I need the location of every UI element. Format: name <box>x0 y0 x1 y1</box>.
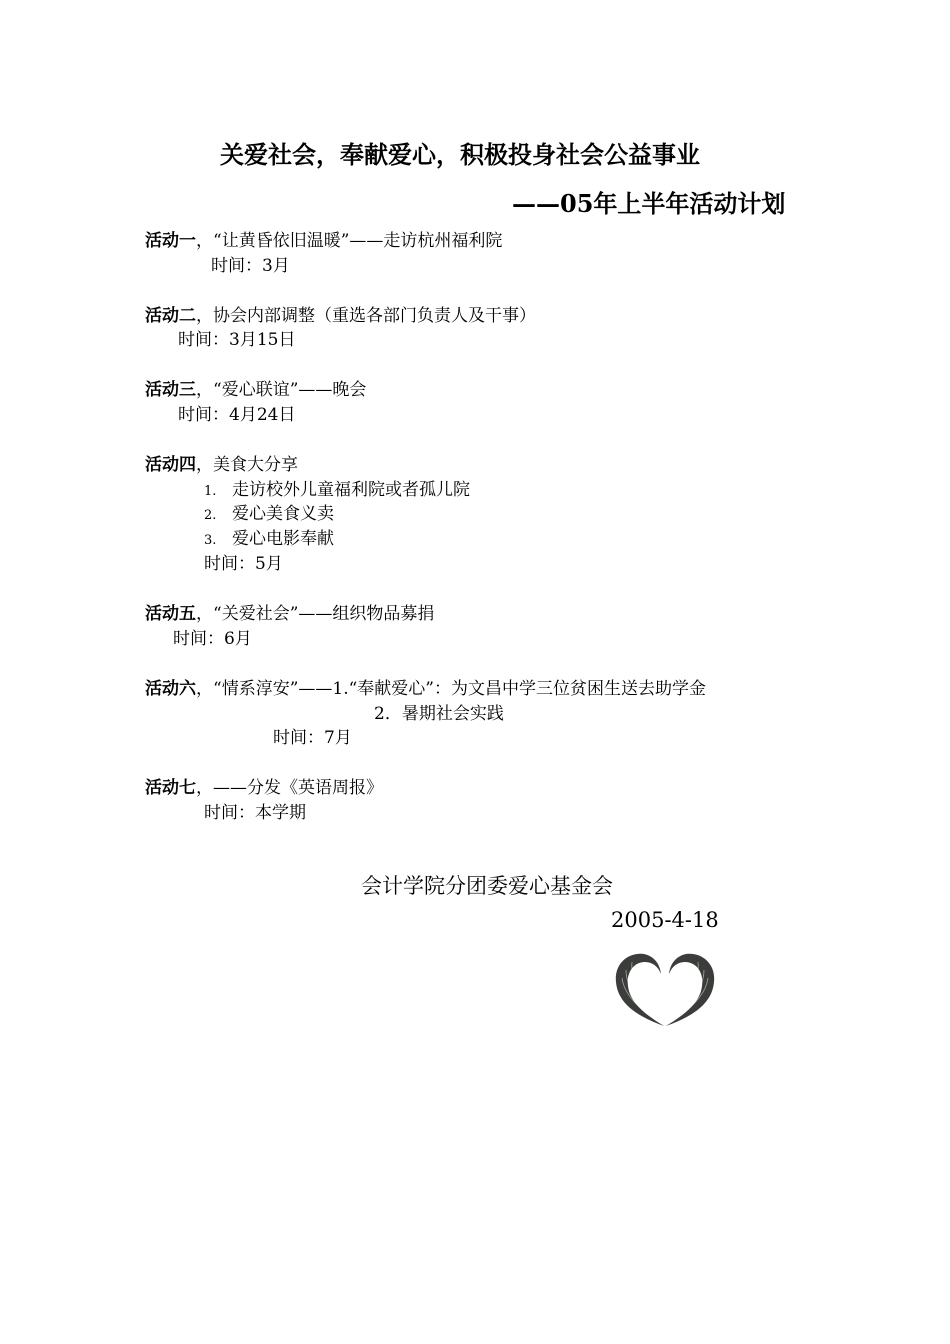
activity-5-time: 时间：6月 <box>173 629 252 649</box>
activity-1 <box>145 226 502 251</box>
activity-description: 协会内部调整（重选各部门负责人及干事） <box>213 306 536 326</box>
activity-6-item-2: 2．暑期社会实践 <box>374 704 504 724</box>
activity-description: “让黄昏依旧温暖”——走访杭州福利院 <box>213 231 503 251</box>
activity-5 <box>145 599 434 624</box>
activity-separator: ， <box>196 604 213 624</box>
activity-label: 活动七 <box>145 778 196 798</box>
activity-separator: ， <box>196 455 213 475</box>
activity-7-time: 时间：本学期 <box>204 803 306 823</box>
signature-organization: 会计学院分团委爱心基金会 <box>361 874 613 898</box>
activity-description: 美食大分享 <box>213 455 298 475</box>
activity-3 <box>145 375 366 400</box>
activity-7 <box>145 773 383 798</box>
activity-2 <box>145 301 536 326</box>
activity-label: 活动六 <box>145 679 196 699</box>
list-item <box>204 475 470 500</box>
activity-2-time: 时间：3月15日 <box>178 330 296 350</box>
activity-separator: ， <box>196 306 213 326</box>
activity-1-time: 时间：3月 <box>211 256 290 276</box>
activity-description: “关爱社会”——组织物品募捐 <box>213 604 435 624</box>
activity-description: ——分发《英语周报》 <box>213 778 383 798</box>
list-item <box>204 499 334 524</box>
list-item-number: 2. <box>204 508 217 523</box>
activity-description: “爱心联谊”——晚会 <box>213 380 367 400</box>
list-item-text: 走访校外儿童福利院或者孤儿院 <box>232 480 470 500</box>
activity-4 <box>145 450 298 475</box>
activity-3-time: 时间：4月24日 <box>178 405 296 425</box>
signature-date: 2005-4-18 <box>611 908 719 932</box>
activity-description: “情系淳安”——1.“奉献爱心”：为文昌中学三位贫困生送去助学金 <box>213 679 706 699</box>
activity-separator: ， <box>196 778 213 798</box>
activity-label: 活动二 <box>145 306 196 326</box>
winged-heart-icon <box>612 948 718 1028</box>
list-item-number: 1. <box>204 484 217 499</box>
activity-label: 活动三 <box>145 380 196 400</box>
activity-label: 活动五 <box>145 604 196 624</box>
list-item-number: 3. <box>204 533 217 548</box>
activity-label: 活动一 <box>145 231 196 251</box>
activity-separator: ， <box>196 380 213 400</box>
list-item-text: 爱心美食义卖 <box>232 504 334 524</box>
activity-separator: ， <box>196 231 213 251</box>
activity-6 <box>145 674 706 699</box>
activity-separator: ， <box>196 679 213 699</box>
document-subtitle: ——05年上半年活动计划 <box>512 189 786 218</box>
document-title: 关爱社会，奉献爱心，积极投身社会公益事业 <box>220 140 700 169</box>
list-item <box>204 524 334 549</box>
list-item-text: 爱心电影奉献 <box>232 529 334 549</box>
activity-6-time: 时间：7月 <box>273 728 352 748</box>
activity-4-time: 时间：5月 <box>204 554 283 574</box>
activity-label: 活动四 <box>145 455 196 475</box>
